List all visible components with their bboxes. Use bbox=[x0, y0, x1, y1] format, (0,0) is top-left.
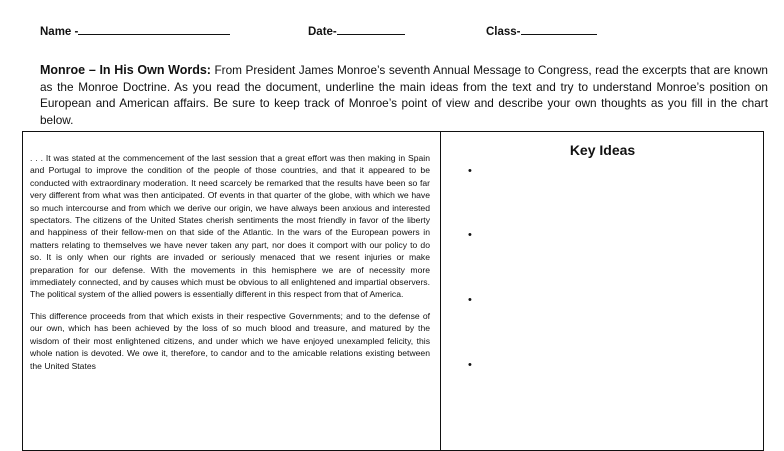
bullet-icon: • bbox=[468, 229, 472, 241]
date-blank-line[interactable] bbox=[337, 24, 405, 35]
excerpt-paragraph-1: . . . It was stated at the commencement of the last session that a great effort was then making in Spain and Portugal to improve the condition of the people of those countries, and that it appeared to be conducted with extraordinary moderation. It need scarcely be remarked that the results have been so far very different from what was then anticipated. Of events in that quarter of the globe, with which we have so much intercourse and from which we derive our origin, we have always been anxious and interested spectators. The citizens of the United States cherish sentiments the most friendly in favor of the liberty and happiness of their fellow-men on that side of the Atlantic. In the wars of the European powers in matters relating to themselves we have never taken any part, nor does it comport with our policy to do so. It is only when our rights are invaded or seriously menaced that we resent injuries or make preparation for our defense. With the movements in this hemisphere we are of necessity more immediately connected, and by causes which must be obvious to all enlightened and impartial observers. The political system of the allied powers is essentially different in this respect from that of America. bbox=[30, 153, 430, 300]
instructions-body: From President James Monroe’s seventh Annual Message to Congress, read the excerpts that are known as the Monroe Doctrine. As you read the document, underline the main ideas from the text and try to understand Monroe’s position on European and American affairs. Be sure to keep track of Monroe’s point of view and describe your own thoughts as you fill in the chart below. bbox=[40, 63, 768, 127]
excerpt-column bbox=[30, 152, 430, 381]
bullet-icon: • bbox=[468, 359, 472, 371]
bullet-icon: • bbox=[468, 165, 472, 177]
class-field[interactable] bbox=[486, 24, 597, 38]
class-label: Class- bbox=[486, 26, 521, 38]
date-label: Date- bbox=[308, 26, 337, 38]
name-label: Name - bbox=[40, 26, 79, 38]
bullet-icon: • bbox=[468, 294, 472, 306]
key-ideas-column bbox=[442, 132, 763, 371]
class-blank-line[interactable] bbox=[521, 24, 597, 35]
name-blank-line[interactable] bbox=[78, 24, 230, 35]
column-divider bbox=[440, 132, 441, 450]
excerpt-paragraph-2: This difference proceeds from that which exists in their respective Governments; and to the defense of our own, which has been achieved by the loss of so much blood and treasure, and matured by the wisdom of their most enlightened citizens, and under which we have enjoyed unexampled felicity, this whole nation is devoted. We owe it, therefore, to candor and to the amicable relations existing between the United States bbox=[30, 310, 430, 371]
name-field[interactable] bbox=[40, 24, 230, 38]
student-info-header bbox=[40, 24, 760, 40]
key-ideas-title: Key Ideas bbox=[569, 142, 636, 158]
instructions-paragraph bbox=[40, 62, 768, 128]
date-field[interactable] bbox=[308, 24, 405, 38]
reading-chart-table bbox=[22, 131, 764, 451]
instructions-lead: Monroe – In His Own Words: bbox=[40, 63, 211, 77]
